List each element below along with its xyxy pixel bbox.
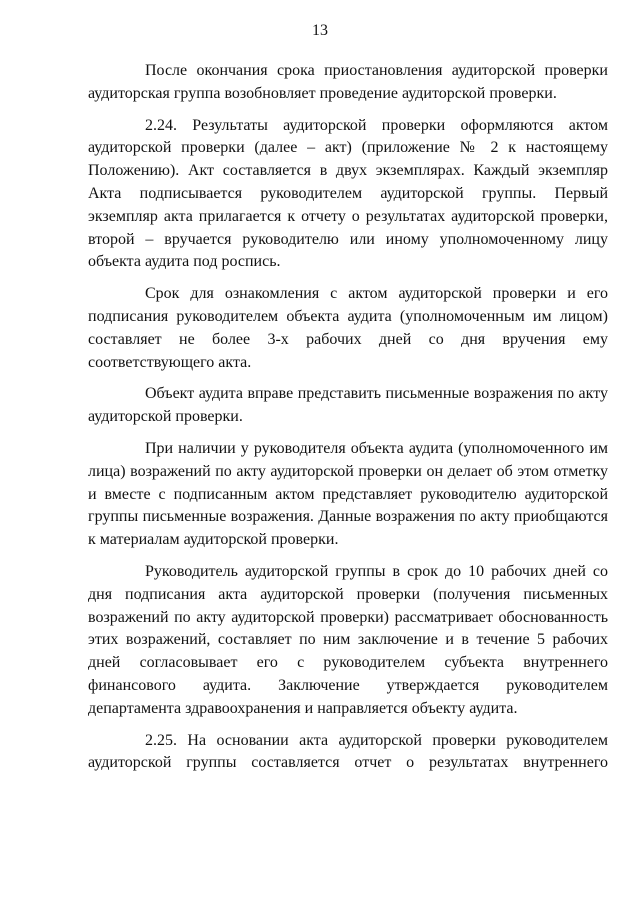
paragraph-objections-procedure: При наличии у руководителя объекта аудита (уполномоченного им лица) возражений по акту аудиторской проверки он делает об этом отметку и вместе с подписанным актом представляет руководителю аудиторской группы письменные возражения. Данные возражения по акту приобщаются к материалам аудиторской проверки.	[88, 439, 608, 549]
page-number: 13	[312, 22, 328, 39]
body-text	[88, 60, 608, 775]
paragraph-2-25-report: 2.25. На основании акта аудиторской проверки руководителем аудиторской группы составляется отчет о результатах внутреннего	[88, 731, 608, 772]
paragraph-2-24-audit-act: 2.24. Результаты аудиторской проверки оформляются актом аудиторской проверки (далее – акт) (приложение № 2 к настоящему Положению). Акт составляется в двух экземплярах. Каждый экземпляр Акта подписывается руководителем аудиторской группы. Первый экземпляр акта прилагается к отчету о результатах аудиторской проверки, второй – вручается руководителю или иному уполномоченному лицу объекта аудита под роспись.	[88, 116, 608, 271]
paragraph-resumption: После окончания срока приостановления аудиторской проверки аудиторская группа возобновляет проведение аудиторской проверки.	[88, 62, 608, 102]
paragraph-objections-review: Руководитель аудиторской группы в срок до 10 рабочих дней со дня подписания акта аудиторской проверки (получения письменных возражений по акту аудиторской проверки) рассматривает обоснованность этих возражений, составляет по ним заключение и в течение 5 рабочих дней согласовывает его с руководителем субъекта внутреннего финансового аудита. Заключение утверждается руководителем департамента здравоохранения и направляется объекту аудита.	[88, 562, 608, 717]
paragraph-objections-right: Объект аудита вправе представить письменные возражения по акту аудиторской проверки.	[88, 385, 608, 426]
paragraph-review-deadline: Срок для ознакомления с актом аудиторской проверки и его подписания руководителем объекта аудита (уполномоченным им лицом) составляет не более 3-х рабочих дней со дня вручения ему соответствующего акта.	[88, 285, 608, 371]
